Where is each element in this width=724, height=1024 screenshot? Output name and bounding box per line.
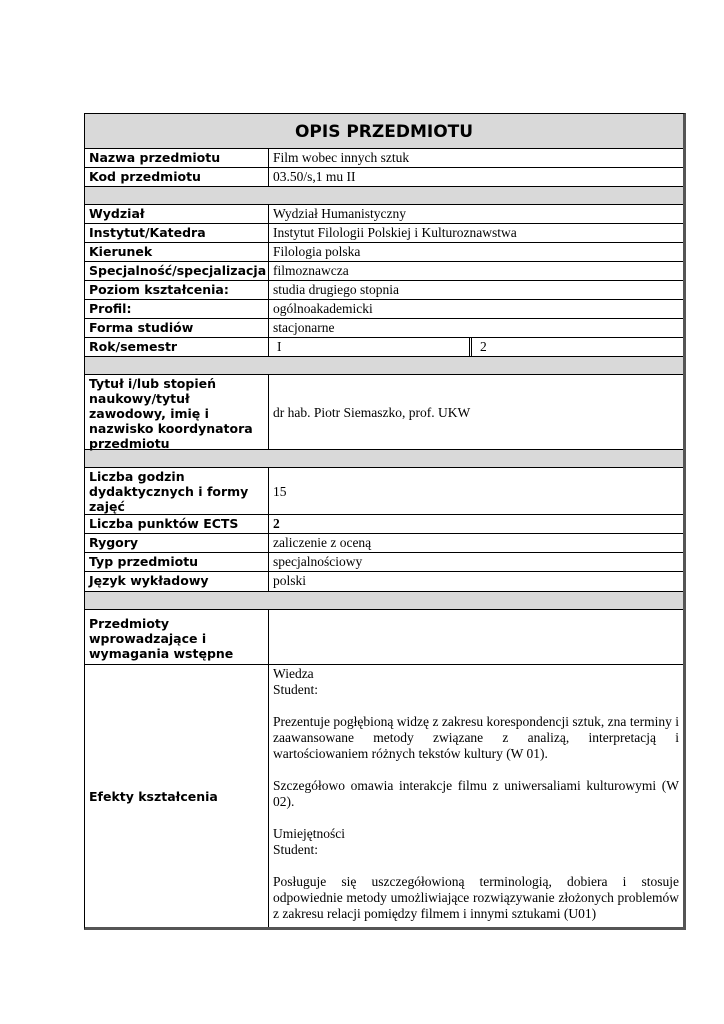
table-row [85, 515, 683, 534]
table-row [85, 338, 683, 357]
separator-row [85, 592, 683, 610]
row-label: Profil: [85, 300, 269, 318]
year-value: I [269, 338, 472, 356]
row-label: Kierunek [85, 243, 269, 261]
knowledge-student: Student: [273, 682, 319, 697]
row-value: 03.50/s,1 mu II [273, 169, 356, 184]
table-row [85, 468, 683, 515]
table-row [85, 319, 683, 338]
row-value: Filologia polska [273, 244, 361, 259]
row-value: filmoznawcza [273, 263, 349, 278]
row-label: Wydział [85, 205, 269, 223]
row-label: Typ przedmiotu [85, 553, 269, 571]
semester-value: 2 [480, 339, 487, 354]
row-value: Film wobec innych sztuk [273, 150, 410, 165]
row-label: Poziom kształcenia: [85, 281, 269, 299]
table-row [85, 243, 683, 262]
table-row [85, 553, 683, 572]
table-row [85, 262, 683, 281]
skills-paragraph: Posługuje się uszczegółowioną terminologią, dobiera i stosuje odpowiednie metody umożliwiające rozwiązywanie złożonych problemów z zakresu relacji pomiędzy filmem i innymi sztukami (U01) [273, 874, 679, 921]
separator-row [85, 357, 683, 375]
table-row [85, 300, 683, 319]
row-label: Rok/semestr [85, 338, 269, 356]
skills-heading: Umiejętności [273, 826, 345, 841]
row-label: Rygory [85, 534, 269, 552]
table-row [85, 168, 683, 187]
row-label: Instytut/Katedra [85, 224, 269, 242]
separator-row [85, 187, 683, 205]
skills-student: Student: [273, 842, 319, 857]
table-row [85, 375, 683, 450]
course-description-table [84, 113, 686, 930]
row-label: Liczba godzin dydaktycznych i formy zajęć [85, 468, 269, 514]
table-row [85, 610, 683, 665]
table-row [85, 572, 683, 592]
row-value: studia drugiego stopnia [273, 282, 399, 297]
row-value: ogólnoakademicki [273, 301, 373, 316]
row-label: Przedmioty wprowadzające i wymagania wstępne [85, 610, 269, 664]
row-value: polski [273, 573, 307, 588]
row-label: Tytuł i/lub stopień naukowy/tytuł zawodowy, imię i nazwisko koordynatora przedmiotu [85, 375, 269, 449]
row-value: stacjonarne [273, 320, 335, 335]
knowledge-paragraph: Prezentuje pogłębioną widzę z zakresu korespondencji sztuk, zna terminy i zaawansowane metody związane z analizą, interpretacją i wartościowaniem różnych tekstów kultury (W 01). [273, 714, 679, 761]
knowledge-heading: Wiedza [273, 666, 314, 681]
row-label: Kod przedmiotu [85, 168, 269, 186]
effects-content [269, 665, 683, 927]
row-value: Wydział Humanistyczny [273, 206, 407, 221]
row-label: Forma studiów [85, 319, 269, 337]
row-value [269, 610, 683, 664]
row-label: Efekty kształcenia [85, 665, 269, 927]
table-row [85, 281, 683, 300]
table-row [85, 665, 683, 927]
row-value: Instytut Filologii Polskiej i Kulturoznawstwa [273, 225, 517, 240]
table-row [85, 205, 683, 224]
title-row [85, 114, 683, 149]
knowledge-paragraph: Szczegółowo omawia interakcje filmu z uniwersaliami kulturowymi (W 02). [273, 778, 679, 809]
row-label: Nazwa przedmiotu [85, 149, 269, 167]
table-row [85, 224, 683, 243]
row-label: Język wykładowy [85, 572, 269, 591]
row-value: 2 [273, 516, 280, 531]
row-value: dr hab. Piotr Siemaszko, prof. UKW [273, 404, 471, 420]
separator-row [85, 450, 683, 468]
row-value: zaliczenie z oceną [273, 535, 372, 550]
row-value: specjalnościowy [273, 554, 363, 569]
page-title: OPIS PRZEDMIOTU [294, 122, 474, 142]
year-semester-cells [269, 338, 683, 356]
table-row [85, 149, 683, 168]
row-label: Specjalność/specjalizacja [85, 262, 269, 280]
table-row [85, 534, 683, 553]
row-label: Liczba punktów ECTS [85, 515, 269, 533]
row-value: 15 [273, 483, 287, 499]
